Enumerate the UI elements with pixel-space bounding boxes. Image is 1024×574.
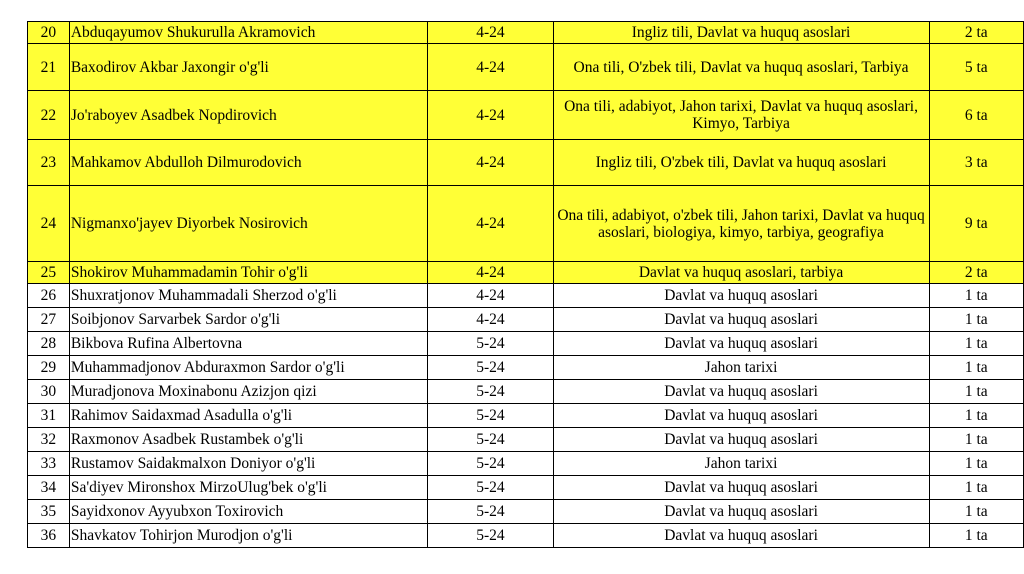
row-number-cell: 22	[28, 91, 70, 140]
student-name-cell: Nigmanxo'jayev Diyorbek Nosirovich	[69, 186, 427, 262]
subjects-cell: Davlat va huquq asoslari	[553, 476, 929, 500]
group-code-cell: 5-24	[428, 380, 553, 404]
subject-count-cell: 1 ta	[929, 524, 1023, 548]
student-name-cell: Bikbova Rufina Albertovna	[69, 332, 427, 356]
subject-count-cell: 6 ta	[929, 91, 1023, 140]
subject-count-cell: 2 ta	[929, 262, 1023, 284]
student-name-cell: Shuxratjonov Muhammadali Sherzod o'g'li	[69, 284, 427, 308]
subjects-cell: Davlat va huquq asoslari	[553, 332, 929, 356]
row-number-cell: 26	[28, 284, 70, 308]
group-code-cell: 4-24	[428, 91, 553, 140]
subject-count-cell: 3 ta	[929, 140, 1023, 186]
subjects-cell: Ona tili, adabiyot, Jahon tarixi, Davlat va huquq asoslari, Kimyo, Tarbiya	[553, 91, 929, 140]
subject-count-cell: 1 ta	[929, 356, 1023, 380]
row-number-cell: 25	[28, 262, 70, 284]
student-name-cell: Raxmonov Asadbek Rustambek o'g'li	[69, 428, 427, 452]
group-code-cell: 5-24	[428, 332, 553, 356]
subject-count-cell: 1 ta	[929, 500, 1023, 524]
group-code-cell: 5-24	[428, 452, 553, 476]
table-row	[28, 332, 1024, 356]
table-row	[28, 91, 1024, 140]
group-code-cell: 5-24	[428, 524, 553, 548]
group-code-cell: 4-24	[428, 22, 553, 44]
table-row	[28, 380, 1024, 404]
subjects-cell: Ingliz tili, Davlat va huquq asoslari	[553, 22, 929, 44]
subject-count-cell: 1 ta	[929, 452, 1023, 476]
table-row	[28, 452, 1024, 476]
subjects-cell: Davlat va huquq asoslari	[553, 428, 929, 452]
table-row	[28, 356, 1024, 380]
subjects-cell: Davlat va huquq asoslari	[553, 380, 929, 404]
table-body	[28, 22, 1024, 548]
row-number-cell: 29	[28, 356, 70, 380]
subjects-cell: Davlat va huquq asoslari	[553, 284, 929, 308]
row-number-cell: 34	[28, 476, 70, 500]
table-row	[28, 262, 1024, 284]
student-name-cell: Muradjonova Moxinabonu Azizjon qizi	[69, 380, 427, 404]
group-code-cell: 4-24	[428, 308, 553, 332]
student-name-cell: Shokirov Muhammadamin Tohir o'g'li	[69, 262, 427, 284]
group-code-cell: 4-24	[428, 44, 553, 91]
row-number-cell: 33	[28, 452, 70, 476]
student-name-cell: Mahkamov Abdulloh Dilmurodovich	[69, 140, 427, 186]
student-name-cell: Sayidxonov Ayyubxon Toxirovich	[69, 500, 427, 524]
table-row	[28, 22, 1024, 44]
table-row	[28, 404, 1024, 428]
group-code-cell: 4-24	[428, 284, 553, 308]
group-code-cell: 5-24	[428, 428, 553, 452]
subjects-cell: Jahon tarixi	[553, 452, 929, 476]
group-code-cell: 4-24	[428, 186, 553, 262]
subject-count-cell: 1 ta	[929, 308, 1023, 332]
subject-count-cell: 1 ta	[929, 284, 1023, 308]
group-code-cell: 5-24	[428, 356, 553, 380]
table-row	[28, 476, 1024, 500]
row-number-cell: 23	[28, 140, 70, 186]
student-name-cell: Baxodirov Akbar Jaxongir o'g'li	[69, 44, 427, 91]
student-name-cell: Rustamov Saidakmalxon Doniyor o'g'li	[69, 452, 427, 476]
group-code-cell: 5-24	[428, 500, 553, 524]
group-code-cell: 5-24	[428, 404, 553, 428]
table-row	[28, 140, 1024, 186]
table-row	[28, 428, 1024, 452]
row-number-cell: 20	[28, 22, 70, 44]
student-name-cell: Jo'raboyev Asadbek Nopdirovich	[69, 91, 427, 140]
subjects-cell: Davlat va huquq asoslari	[553, 308, 929, 332]
subjects-cell: Ingliz tili, O'zbek tili, Davlat va huquq asoslari	[553, 140, 929, 186]
subjects-cell: Davlat va huquq asoslari, tarbiya	[553, 262, 929, 284]
student-name-cell: Rahimov Saidaxmad Asadulla o'g'li	[69, 404, 427, 428]
student-name-cell: Shavkatov Tohirjon Murodjon o'g'li	[69, 524, 427, 548]
subject-count-cell: 1 ta	[929, 428, 1023, 452]
subject-count-cell: 1 ta	[929, 332, 1023, 356]
student-table-sheet	[27, 21, 1024, 548]
subject-count-cell: 1 ta	[929, 380, 1023, 404]
subjects-cell: Davlat va huquq asoslari	[553, 524, 929, 548]
subjects-cell: Ona tili, adabiyot, o'zbek tili, Jahon tarixi, Davlat va huquq asoslari, biologiya, kimyo, tarbiya, geografiya	[553, 186, 929, 262]
subjects-cell: Ona tili, O'zbek tili, Davlat va huquq asoslari, Tarbiya	[553, 44, 929, 91]
group-code-cell: 4-24	[428, 262, 553, 284]
student-name-cell: Muhammadjonov Abduraxmon Sardor o'g'li	[69, 356, 427, 380]
group-code-cell: 4-24	[428, 140, 553, 186]
subject-count-cell: 9 ta	[929, 186, 1023, 262]
row-number-cell: 27	[28, 308, 70, 332]
student-name-cell: Sa'diyev Mironshox MirzoUlug'bek o'g'li	[69, 476, 427, 500]
table-row	[28, 524, 1024, 548]
subject-count-cell: 2 ta	[929, 22, 1023, 44]
row-number-cell: 28	[28, 332, 70, 356]
row-number-cell: 31	[28, 404, 70, 428]
subjects-cell: Davlat va huquq asoslari	[553, 500, 929, 524]
group-code-cell: 5-24	[428, 476, 553, 500]
table-row	[28, 308, 1024, 332]
row-number-cell: 32	[28, 428, 70, 452]
row-number-cell: 35	[28, 500, 70, 524]
student-name-cell: Abduqayumov Shukurulla Akramovich	[69, 22, 427, 44]
subject-count-cell: 5 ta	[929, 44, 1023, 91]
student-subjects-table	[27, 21, 1024, 548]
table-row	[28, 284, 1024, 308]
row-number-cell: 36	[28, 524, 70, 548]
row-number-cell: 30	[28, 380, 70, 404]
subject-count-cell: 1 ta	[929, 476, 1023, 500]
table-row	[28, 44, 1024, 91]
subject-count-cell: 1 ta	[929, 404, 1023, 428]
subjects-cell: Davlat va huquq asoslari	[553, 404, 929, 428]
row-number-cell: 21	[28, 44, 70, 91]
subjects-cell: Jahon tarixi	[553, 356, 929, 380]
table-row	[28, 500, 1024, 524]
table-row	[28, 186, 1024, 262]
student-name-cell: Soibjonov Sarvarbek Sardor o'g'li	[69, 308, 427, 332]
row-number-cell: 24	[28, 186, 70, 262]
